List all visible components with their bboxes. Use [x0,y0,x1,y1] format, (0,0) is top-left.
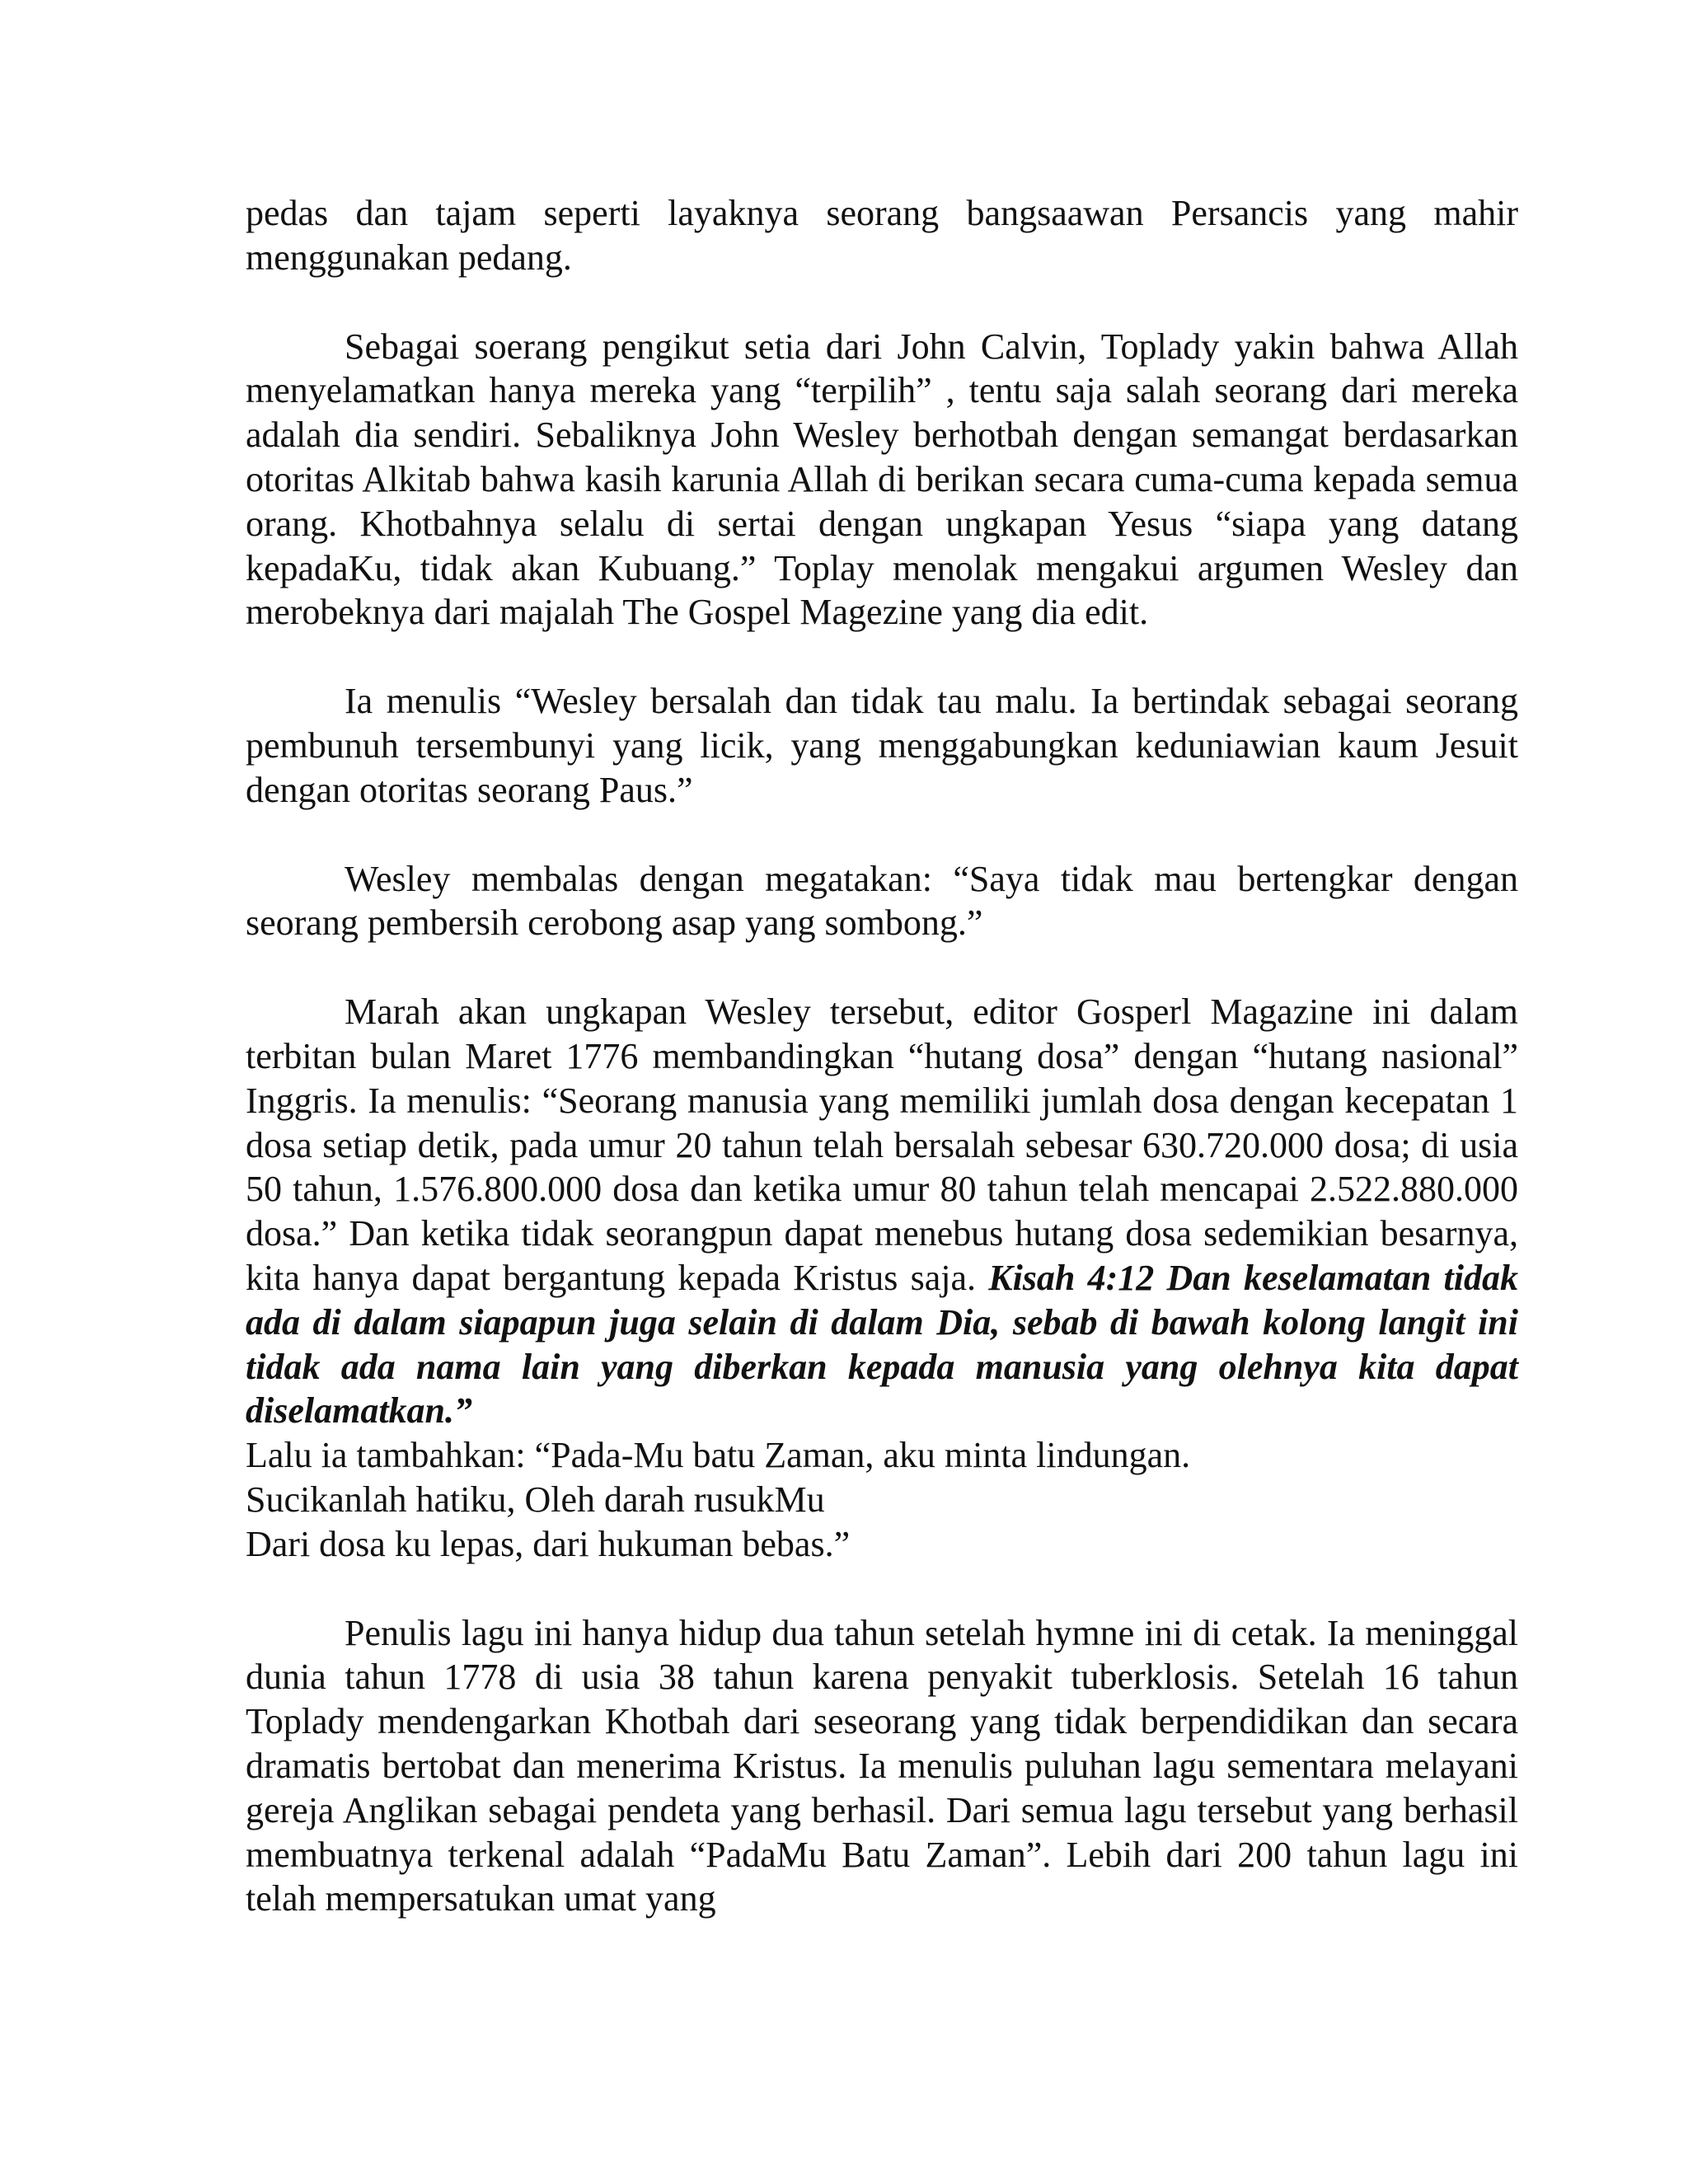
paragraph-2: Sebagai soerang pengikut setia dari John Calvin, Toplady yakin bahwa Allah menyelamatkan hanya mereka yang “terpilih” , tentu saja salah seorang dari mereka adalah dia sendiri. Sebaliknya John Wesley berhotbah dengan semangat berdasarkan otoritas Alkitab bahwa kasih karunia Allah di berikan secara cuma-cuma kepada semua orang. Khotbahnya selalu di sertai dengan ungkapan Yesus “siapa yang datang kepadaKu, tidak akan Kubuang.” Toplay menolak mengakui argumen Wesley dan merobeknya dari majalah The Gospel Magezine yang dia edit. [246,326,1518,633]
paragraph-6: Penulis lagu ini hanya hidup dua tahun setelah hymne ini di cetak. Ia meninggal dunia tahun 1778 di usia 38 tahun karena penyakit tuberklosis. Setelah 16 tahun Toplady mendengarkan Khotbah dari seseorang yang tidak berpendidikan dan secara dramatis bertobat dan menerima Kristus. Ia menulis puluhan lagu sementara melayani gereja Anglikan sebagai pendeta yang berhasil. Dari semua lagu tersebut yang berhasil membuatnya terkenal adalah “PadaMu Batu Zaman”. Lebih dari 200 tahun lagu ini telah mempersatukan umat yang [246,1612,1518,1919]
hymn-line-2: Sucikanlah hatiku, Oleh darah rusukMu [246,1479,825,1520]
paragraph-5-text: Marah akan ungkapan Wesley tersebut, editor Gosperl Magazine ini dalam terbitan bulan Maret 1776 membandingkan “hutang dosa” dengan “hutang nasional” Inggris. Ia menulis: “Seorang manusia yang memiliki jumlah dosa dengan kecepatan 1 dosa setiap detik, pada umur 20 tahun telah bersalah sebesar 630.720.000 dosa; di usia 50 tahun, 1.576.800.000 dosa dan ketika umur 80 tahun telah mencapai 2.522.880.000 dosa.” Dan ketika tidak seorangpun dapat menebus hutang dosa sedemikian besarnya, kita hanya dapat bergantung kepada Kristus saja. [246,991,1518,1298]
paragraph-3: Ia menulis “Wesley bersalah dan tidak tau malu. Ia bertindak sebagai seorang pembunuh tersembunyi yang licik, yang menggabungkan keduniawian kaum Jesuit dengan otoritas seorang Paus.” [246,681,1518,810]
hymn-line-3: Dari dosa ku lepas, dari hukuman bebas.” [246,1523,851,1564]
paragraph-1: pedas dan tajam seperti layaknya seorang bangsaawan Persancis yang mahir menggunakan pedang. [246,193,1518,278]
bible-verse-quote: Kisah 4:12 Dan keselamatan tidak ada di dalam siapapun juga selain di dalam Dia, sebab di bawah kolong langit ini tidak ada nama lain yang diberkan kepada manusia yang olehnya kita dapat diselamatkan.” [246,1257,1518,1432]
hymn-line-1: Lalu ia tambahkan: “Pada-Mu batu Zaman, aku minta lindungan. [246,1435,1191,1476]
paragraph-5 [246,990,1518,1433]
document-page [246,191,1518,1966]
paragraph-4: Wesley membalas dengan megatakan: “Saya tidak mau bertengkar dengan seorang pembersih cerobong asap yang sombong.” [246,858,1518,944]
